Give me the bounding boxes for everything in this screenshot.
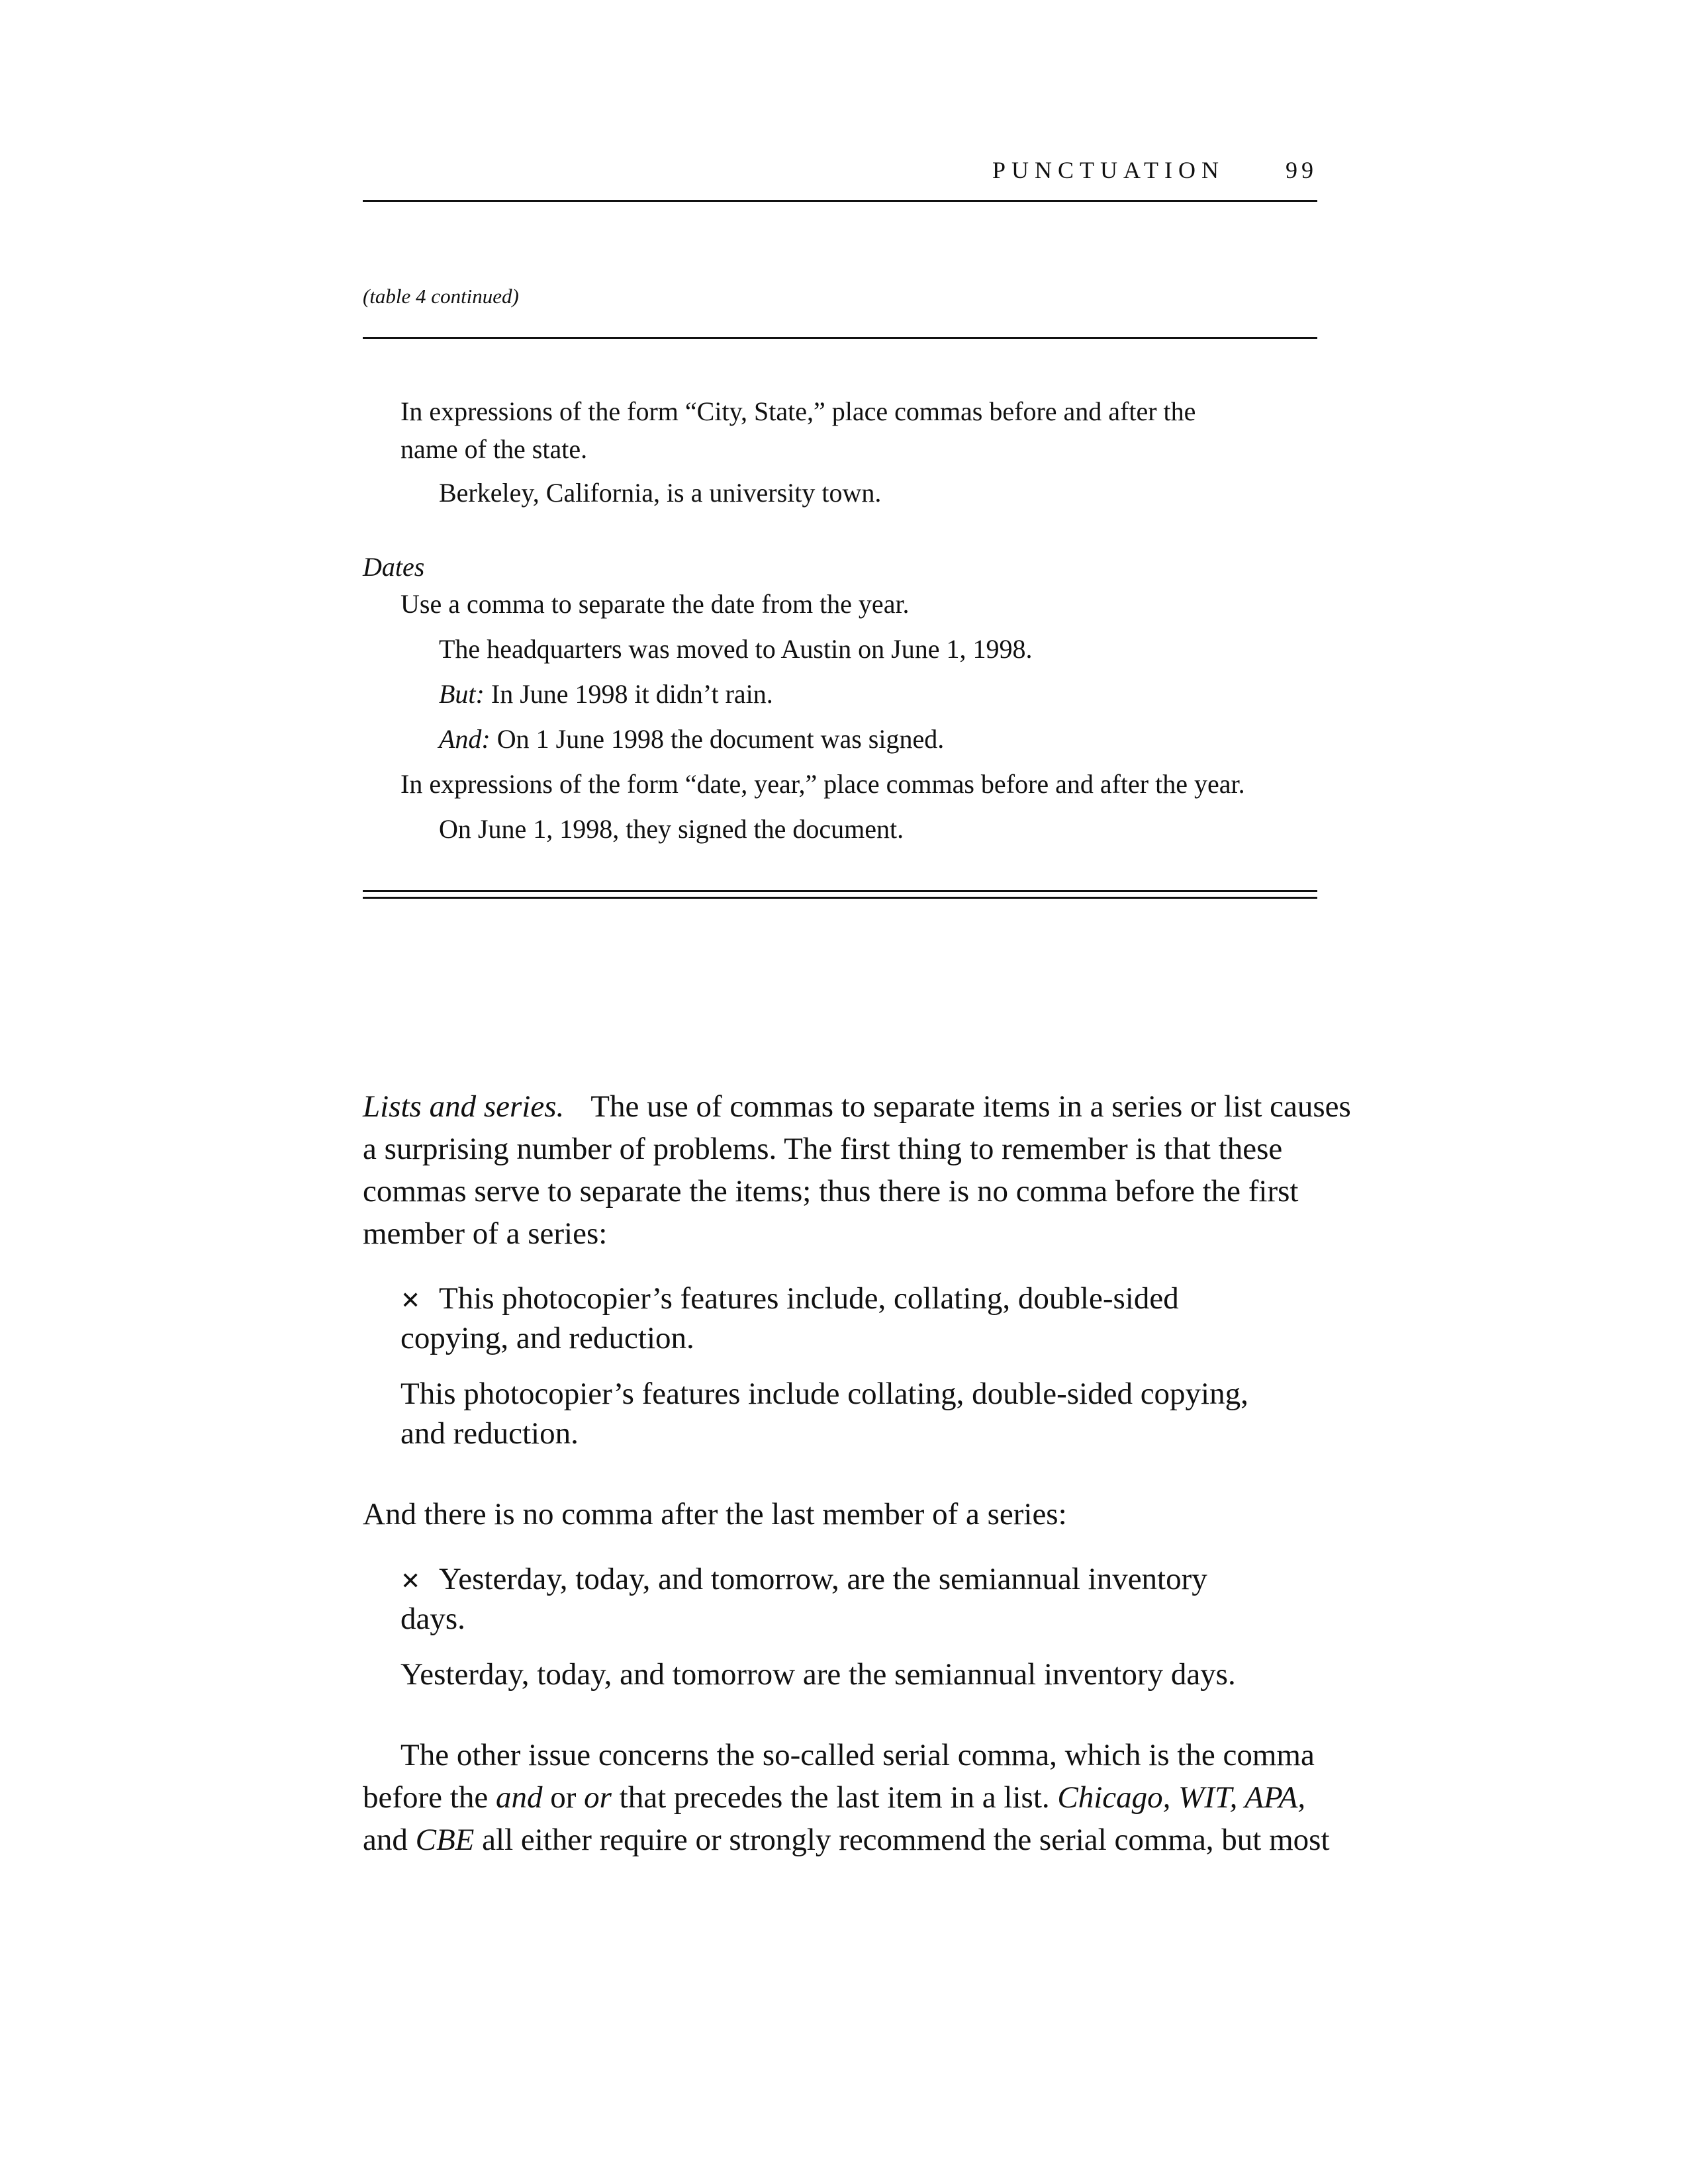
text: or — [542, 1780, 585, 1815]
text: and — [495, 1780, 543, 1815]
paragraph-line: The other issue concerns the so-called serial comma, which is the comma — [400, 1738, 1315, 1772]
running-head — [363, 156, 1317, 189]
correct-example: Yesterday, today, and tomorrow are the semiannual inventory days. — [400, 1657, 1236, 1692]
text: Chicago, WIT, APA, — [1057, 1780, 1306, 1815]
table-example: The headquarters was moved to Austin on June 1, 1998. — [439, 634, 1033, 664]
table-bottom-rule-1 — [363, 890, 1317, 892]
example-label: But: — [439, 679, 485, 709]
paragraph-line: And there is no comma after the last member of a series: — [363, 1497, 1067, 1531]
paragraph-line: a surprising number of problems. The first thing to remember is that these — [363, 1132, 1283, 1166]
x-mark-icon: ✕ — [400, 1287, 421, 1314]
page-number: 99 — [1286, 157, 1317, 183]
header-rule — [363, 200, 1317, 202]
incorrect-example — [400, 1277, 1179, 1322]
table-rule-text: Use a comma to separate the date from the year. — [400, 589, 910, 619]
table-example: On June 1, 1998, they signed the document. — [439, 814, 904, 844]
text: This photocopier’s features include, collating, double-sided — [439, 1281, 1179, 1316]
table-example: Berkeley, California, is a university town. — [439, 478, 882, 508]
table-example — [439, 721, 944, 758]
text: all either require or strongly recommend the serial comma, but most — [474, 1823, 1330, 1857]
x-mark-icon: ✕ — [400, 1568, 421, 1595]
text: that precedes the last item in a list. — [611, 1780, 1058, 1815]
example-text: On 1 June 1998 the document was signed. — [490, 724, 945, 754]
paragraph-line: commas serve to separate the items; thus there is no comma before the first — [363, 1174, 1299, 1208]
example-text: In June 1998 it didn’t rain. — [484, 679, 773, 709]
text: CBE — [415, 1823, 475, 1857]
incorrect-example: days. — [400, 1602, 465, 1636]
table-top-rule — [363, 337, 1317, 339]
paragraph-line — [363, 1819, 1330, 1861]
correct-example: and reduction. — [400, 1416, 579, 1451]
paragraph-line — [363, 1085, 1351, 1128]
incorrect-example: copying, and reduction. — [400, 1321, 694, 1355]
table-rule-text: name of the state. — [400, 434, 588, 464]
text: The use of commas to separate items in a series or list causes — [590, 1089, 1351, 1124]
running-head-title: PUNCTUATION — [992, 157, 1225, 183]
incorrect-example — [400, 1558, 1207, 1603]
text: before the — [363, 1780, 496, 1815]
paragraph-line — [363, 1776, 1305, 1819]
table-example — [439, 676, 773, 713]
paragraph-line: member of a series: — [363, 1216, 608, 1251]
example-label: And: — [439, 724, 491, 754]
table-section-heading: Dates — [363, 552, 425, 582]
table-continued-label: (table 4 continued) — [363, 285, 519, 308]
run-in-heading: Lists and series. — [363, 1089, 565, 1124]
table-rule-text: In expressions of the form “City, State,” place commas before and after the — [400, 396, 1196, 426]
text: or — [584, 1780, 612, 1815]
correct-example: This photocopier’s features include collating, double-sided copying, — [400, 1377, 1248, 1411]
text: and — [363, 1823, 416, 1857]
table-bottom-rule-2 — [363, 897, 1317, 899]
table-rule-text: In expressions of the form “date, year,” place commas before and after the year. — [400, 769, 1245, 799]
text: Yesterday, today, and tomorrow, are the semiannual inventory — [439, 1562, 1207, 1596]
